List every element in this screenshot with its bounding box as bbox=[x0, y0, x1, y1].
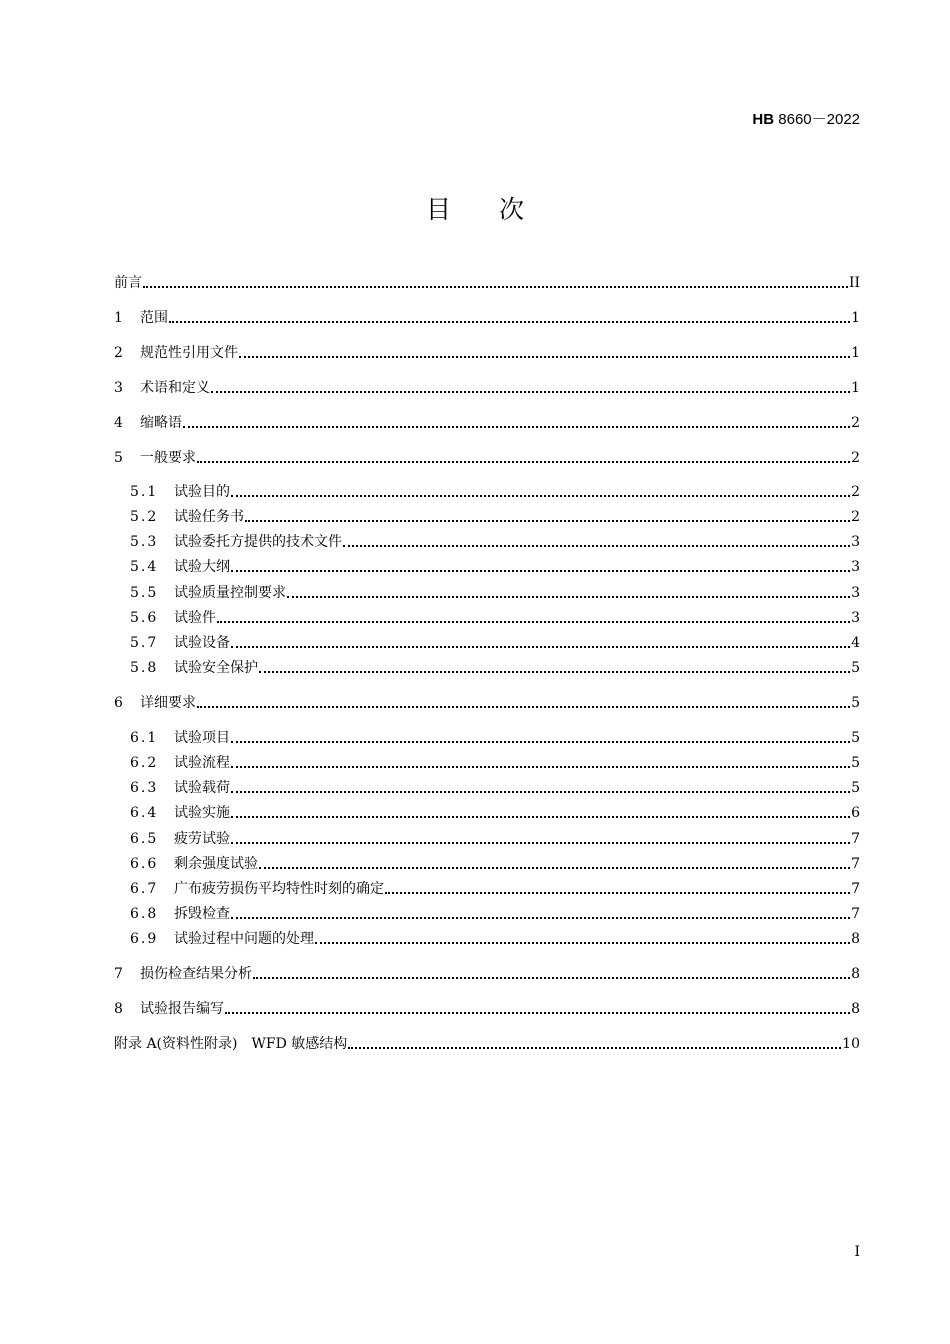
toc-subentry[interactable] bbox=[114, 531, 860, 553]
toc-entry-label: 试验报告编写 bbox=[140, 1001, 224, 1017]
toc-entry-page: 7 bbox=[851, 881, 860, 897]
standard-prefix: HB bbox=[752, 111, 775, 128]
toc-leader bbox=[245, 519, 850, 522]
toc-entry-label: 试验过程中问题的处理 bbox=[174, 931, 314, 947]
toc-subentry[interactable] bbox=[114, 582, 860, 604]
toc-leader bbox=[259, 670, 850, 673]
page-title: 目次 bbox=[425, 195, 572, 224]
toc-leader bbox=[217, 620, 850, 623]
toc-entry-page: 2 bbox=[851, 450, 860, 466]
toc-entry-page: II bbox=[848, 275, 860, 291]
toc-subentry[interactable] bbox=[114, 727, 860, 749]
toc-entry-label: 规范性引用文件 bbox=[140, 345, 238, 361]
toc-entry-label: 损伤检查结果分析 bbox=[140, 966, 252, 982]
toc-entry-page: 7 bbox=[851, 906, 860, 922]
toc-leader bbox=[197, 705, 850, 708]
toc-leader bbox=[343, 544, 850, 547]
toc-leader bbox=[231, 790, 850, 793]
toc-entry-page: 4 bbox=[851, 635, 860, 651]
toc-leader bbox=[287, 595, 850, 598]
toc-subentry[interactable] bbox=[114, 657, 860, 679]
toc-entry-page: 5 bbox=[851, 660, 860, 676]
toc-entry-number: 5.3 bbox=[130, 534, 159, 550]
toc-subentry[interactable] bbox=[114, 802, 860, 824]
toc-subentry[interactable] bbox=[114, 878, 860, 900]
toc-leader bbox=[348, 1046, 841, 1049]
toc-entry-label: 术语和定义 bbox=[140, 380, 210, 396]
toc-entry-number: 4 bbox=[114, 415, 123, 431]
toc-leader bbox=[231, 841, 850, 844]
page-number: I bbox=[854, 1244, 860, 1260]
toc-entry[interactable] bbox=[114, 692, 860, 714]
toc-entry-number: 6.6 bbox=[130, 856, 159, 872]
toc-entry-page: 6 bbox=[851, 805, 860, 821]
toc-leader bbox=[225, 1011, 850, 1014]
toc-entry-page: 1 bbox=[851, 380, 860, 396]
table-of-contents bbox=[114, 0, 860, 1344]
toc-entry-page: 5 bbox=[851, 730, 860, 746]
toc-leader bbox=[231, 494, 850, 497]
toc-entry-number: 5.5 bbox=[130, 585, 159, 601]
toc-entry-label: 试验委托方提供的技术文件 bbox=[174, 534, 342, 550]
toc-leader bbox=[315, 941, 850, 944]
toc-entry[interactable] bbox=[114, 342, 860, 364]
toc-leader bbox=[231, 740, 850, 743]
toc-entry-label: 试验安全保护 bbox=[174, 660, 258, 676]
toc-subentry[interactable] bbox=[114, 903, 860, 925]
toc-subentry[interactable] bbox=[114, 752, 860, 774]
toc-entry-label: 前言 bbox=[114, 275, 142, 291]
toc-leader bbox=[183, 425, 850, 428]
toc-entry-label: 试验流程 bbox=[174, 755, 230, 771]
toc-entry-label: 拆毁检查 bbox=[174, 906, 230, 922]
toc-entry-page: 8 bbox=[851, 931, 860, 947]
toc-entry-number: 6.9 bbox=[130, 931, 159, 947]
toc-leader bbox=[143, 285, 848, 288]
toc-entry[interactable] bbox=[114, 447, 860, 469]
toc-entry-label: 一般要求 bbox=[140, 450, 196, 466]
toc-entry[interactable] bbox=[114, 377, 860, 399]
toc-entry-number: 5.6 bbox=[130, 610, 159, 626]
toc-subentry[interactable] bbox=[114, 828, 860, 850]
toc-leader bbox=[231, 569, 850, 572]
toc-entry-page: 8 bbox=[851, 1001, 860, 1017]
toc-entry-label: 试验任务书 bbox=[174, 509, 244, 525]
toc-entry-number: 3 bbox=[114, 380, 123, 396]
toc-leader bbox=[197, 460, 850, 463]
toc-entry[interactable] bbox=[114, 963, 860, 985]
toc-entry-page: 5 bbox=[851, 780, 860, 796]
toc-entry-label: 试验大纲 bbox=[174, 559, 230, 575]
toc-entry[interactable] bbox=[114, 307, 860, 329]
toc-leader bbox=[253, 976, 850, 979]
toc-entry-label: 附录 A(资料性附录) WFD 敏感结构 bbox=[114, 1036, 348, 1052]
toc-entry-label: 试验实施 bbox=[174, 805, 230, 821]
toc-entry-page: 7 bbox=[851, 831, 860, 847]
toc-leader bbox=[231, 645, 850, 648]
toc-entry-number: 6.1 bbox=[130, 730, 159, 746]
toc-entry-number: 5.2 bbox=[130, 509, 159, 525]
toc-entry-label: 试验目的 bbox=[174, 484, 230, 500]
toc-entry-label: 试验件 bbox=[174, 610, 216, 626]
toc-entry-label: 试验载荷 bbox=[174, 780, 230, 796]
toc-entry-number: 6.8 bbox=[130, 906, 159, 922]
toc-entry-number: 6.5 bbox=[130, 831, 159, 847]
toc-entry-number: 5.4 bbox=[130, 559, 159, 575]
toc-leader bbox=[231, 815, 850, 818]
toc-subentry[interactable] bbox=[114, 853, 860, 875]
toc-entry-appendix-a[interactable] bbox=[114, 1033, 860, 1055]
toc-entry-page: 2 bbox=[851, 509, 860, 525]
toc-subentry[interactable] bbox=[114, 928, 860, 950]
toc-entry-page: 2 bbox=[851, 484, 860, 500]
toc-entry[interactable] bbox=[114, 412, 860, 434]
toc-entry-number: 6 bbox=[114, 695, 123, 711]
toc-entry-label: 缩略语 bbox=[140, 415, 182, 431]
toc-entry[interactable] bbox=[114, 998, 860, 1020]
toc-entry-page: 7 bbox=[851, 856, 860, 872]
toc-leader bbox=[169, 320, 850, 323]
toc-entry-number: 2 bbox=[114, 345, 123, 361]
toc-entry-label: 试验设备 bbox=[174, 635, 230, 651]
toc-leader bbox=[239, 355, 850, 358]
toc-entry-label: 试验项目 bbox=[174, 730, 230, 746]
toc-entry-label: 详细要求 bbox=[140, 695, 196, 711]
toc-entry-page: 1 bbox=[851, 345, 860, 361]
toc-entry-page: 3 bbox=[851, 585, 860, 601]
toc-subentry[interactable] bbox=[114, 481, 860, 503]
toc-entry-page: 5 bbox=[851, 755, 860, 771]
toc-entry-number: 7 bbox=[114, 966, 123, 982]
toc-entry-number: 6.7 bbox=[130, 881, 159, 897]
toc-entry-label: 剩余强度试验 bbox=[174, 856, 258, 872]
toc-entry-number: 5.8 bbox=[130, 660, 159, 676]
toc-entry-page: 3 bbox=[851, 534, 860, 550]
toc-leader bbox=[231, 916, 850, 919]
toc-entry-number: 5.1 bbox=[130, 484, 159, 500]
toc-entry-foreword[interactable] bbox=[114, 272, 860, 294]
toc-entry-page: 10 bbox=[842, 1036, 860, 1052]
toc-entry-number: 6.2 bbox=[130, 755, 159, 771]
toc-entry-number: 1 bbox=[114, 310, 123, 326]
toc-entry-number: 5 bbox=[114, 450, 123, 466]
toc-entry-number: 6.4 bbox=[130, 805, 159, 821]
toc-leader bbox=[385, 891, 850, 894]
toc-leader bbox=[211, 390, 850, 393]
toc-entry-page: 8 bbox=[851, 966, 860, 982]
toc-entry-page: 3 bbox=[851, 559, 860, 575]
toc-entry-page: 3 bbox=[851, 610, 860, 626]
toc-subentry[interactable] bbox=[114, 556, 860, 578]
toc-entry-page: 5 bbox=[851, 695, 860, 711]
toc-entry-number: 5.7 bbox=[130, 635, 159, 651]
toc-entry-number: 8 bbox=[114, 1001, 123, 1017]
toc-entry-label: 范围 bbox=[140, 310, 168, 326]
toc-subentry[interactable] bbox=[114, 777, 860, 799]
toc-entry-number: 6.3 bbox=[130, 780, 159, 796]
toc-entry-page: 1 bbox=[851, 310, 860, 326]
toc-entry-page: 2 bbox=[851, 415, 860, 431]
toc-leader bbox=[231, 765, 850, 768]
toc-leader bbox=[259, 866, 850, 869]
standard-number: 8660－2022 bbox=[774, 111, 860, 128]
toc-entry-label: 疲劳试验 bbox=[174, 831, 230, 847]
toc-subentry[interactable] bbox=[114, 632, 860, 654]
toc-subentry[interactable] bbox=[114, 607, 860, 629]
toc-entry-label: 广布疲劳损伤平均特性时刻的确定 bbox=[174, 881, 384, 897]
toc-subentry[interactable] bbox=[114, 506, 860, 528]
toc-entry-label: 试验质量控制要求 bbox=[174, 585, 286, 601]
